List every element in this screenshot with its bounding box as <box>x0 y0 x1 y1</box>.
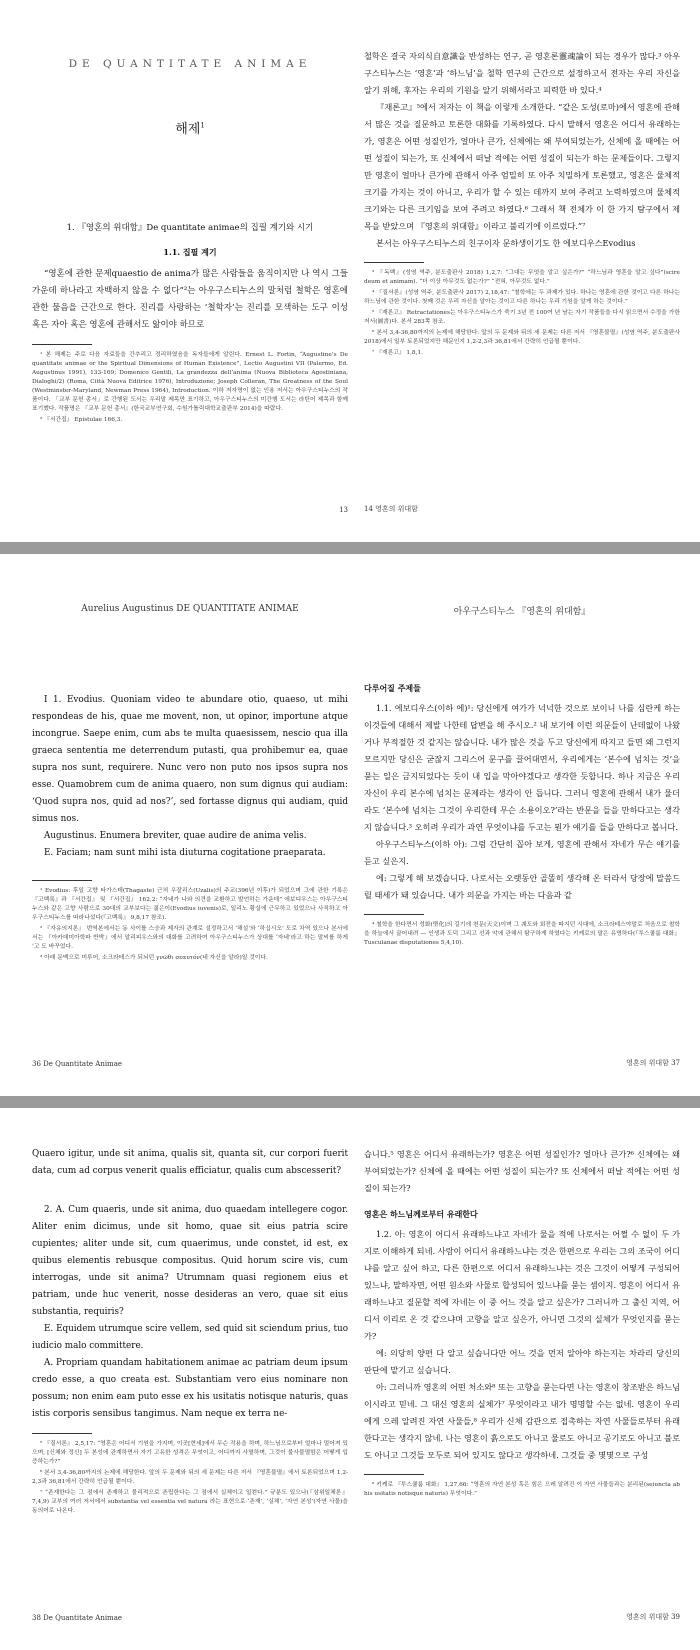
footnote-rule <box>364 262 424 263</box>
running-head: 아우구스티누스 『영혼의 위대함』 <box>453 607 591 617</box>
page-39 <box>364 1108 680 1650</box>
footnote: ⁵ 『질서론』 2,5,17: “영혼은 어디서 기원을 가지며, 이곳[현세]에서 무슨 작용을 하며, 하느님으로부터 얼마나 멀어져 있으며, [신체와 정신] 두 본성에 관계하면서 자기 고유한 성격은 무엇이고, 어디까지 사멸하며, 그것이 불사불멸함은 어떻게 입증하는가?” <box>32 1441 348 1465</box>
korean-paragraph: 습니다.⁵ 영혼은 어디서 유래하는가? 영혼은 어떤 성질인가? 얼마나 큰가?⁶ 신체에는 왜 부여되었는가? 신체에 올 때에는 어떤 성질이 되는가? 또 신체에서 떠날 적에는 어떤 성질이 되는가? <box>364 1149 680 1193</box>
body-paragraph: 본서는 아우구스티누스의 친구이자 문하생이기도 한 에보디우스Evodius <box>376 238 636 248</box>
section-heading: 영혼은 하느님께로부터 유래한다 <box>364 1209 478 1219</box>
footnote-rule <box>32 1433 92 1434</box>
latin-paragraph: I 1. Evodius. Quoniam video te abundare otio, quaeso, ut mihi respondeas de his, quae me movent, non, ut opinor, importune atque incongrue. Saepe enim, cum abs te multa quaesissem, nescio qua illa graeca sententia me deterrendum putasti, qua prohibemur ea, quae supra nos sunt, requirere. Nunc vero non puto nos ipsos supra nos esse. Quamobrem cum de anima quaero, non sum dignus qui audiam: ‘Quod supra nos, quid ad nos?’, sed fortasse dignus qui audiam, quid simus nos. <box>32 695 348 824</box>
page-number: 14 영혼의 위대함 <box>364 505 418 513</box>
footnote-rule <box>364 914 424 915</box>
page-13 <box>32 0 348 542</box>
section-heading: 다루어질 주제들 <box>364 683 421 693</box>
page-header-latin-title: DE QUANTITATE ANIMAE <box>68 58 312 70</box>
footnote: ¹ 본 해제는 주로 다음 자료들을 간추리고 정리하였음을 독자들에게 알린다. Ernest L. Fortin, “Augustine’s De quantitate animae or the Spiritual Dimensions of Human Existence”, Lectio Augustini VII (Palermo, Ed. Augustinus 1991), 133-169; Domenico Gentili, La grandezza dell’anima (Nuova Biblioteca Agostiniana, Dialoghi/2) (Roma, Città Nuova Editrice 1976), Introduzione; Joseph Colleran, The Greatness of the Soul (Westminster-Maryland, Newman Press 1964), Introduction. 이하 저자명이 없는 인용 저서는 아우구스티누스의 작품이다. 「교부 문헌 총서」로 간행된 도서는 우리말 제목만 표기하고, 아우구스티누스의 미간행 도서는 라틴어 제목과 함께 표기했다. 작품명은 『교부 문헌 총서』(한국교부연구회, 수원가톨릭대학교출판부 2014)을 따랐다. <box>32 352 348 412</box>
page-number: 38 De Quantitate Animae <box>32 1614 123 1622</box>
footnote: ⁶ 본서 3,4-36,80까지의 논제에 해당한다. 앞의 두 문제와 뒤의 세 문제는 다른 저서 『영혼불멸』(성염 역주, 분도출판사 2018)에서 일부 토론되었지만 해문인지 1,2-2,3과 36,81에서 간략히 언급될 뿐이다. <box>364 330 680 345</box>
footnote-rule <box>364 1474 424 1475</box>
page-14 <box>364 0 680 542</box>
footnote: ⁵ 『재론고』 Retractationes는 아우구스티누스가 죽기 3년 전 100여 년 남는 자기 작품들을 다시 읽으면서 수정을 가한 저서(圖書)다. 본서 283쪽 참조. <box>364 310 680 325</box>
page-37 <box>364 554 680 1096</box>
footnote-rule <box>32 344 92 345</box>
body-paragraph: 철학은 결국 자의식自意識을 반성하는 연구, 곧 영혼론靈魂論이 되는 경우가 많다.³ 아우구스티누스는 ‘영혼’과 ‘하느님’을 철학 연구의 근간으로 설정하고서 전자는 우리 자신을 알기 위해, 후자는 우리의 기원을 알기 위해서라고 피력한 바 있다.⁴ <box>364 51 680 95</box>
spread-2 <box>0 554 700 1096</box>
footnote: ¹ Evodius: 후일 고향 타가스테(Thagaste) 근처 우잘리스(Uzalis)의 주교(396년 이후)가 되었으며 그에 관한 기록은 『고백록』과 『서간집』 및 『서간집』 162,2: “자네가 나와 의견을 교환하고 발언하는 가운데” 에보디우스는 아우구스티누스와 같은 고향 사람으로 30대의 교부보다는 젊은이(Evodius iuvenis)로, 일리노 황실에 근무하고 있었으나 사직하고 아우구스티누스를 따라나섰다(『고백록』 9,8,17 참조). <box>32 888 348 921</box>
korean-paragraph: 1.1. 에보디우스(이하 에)¹: 당신에게 여가가 넉넉한 것으로 보이니 나를 심란케 하는 이것들에 대해서 제발 나한테 답변을 해 주시오.² 내 보기에 이런 의문들이 난데없이 나왔거나 부적절한 것 같지는 않습니다. 내가 많은 것을 두고 당신에게 따지고 들면 왜 그런지 모르지만 당신은 굳잖지 그리스어 문구를 끌어대면서, 우리에게는 ‘본수에 넘치는 것’을 묻는 일은 금지되었다는 듯이 내 입을 막아야겠다고 생각한 듯합니다. 하나 지금은 우리 자신이 우리 본수에 넘치는 문제라는 생각이 안 듭니다. 그러니 영혼에 관해서 내가 물더라도 ‘본수에 넘치는 그것이 우리한테 무슨 소용이오?’라는 반문을 들을 만하다고는 생각지 않습니다.³ 오히려 우리가 과연 무엇이냐를 두고는 뭔가 얘기를 들을 만하다고 봅니다. <box>364 703 680 832</box>
korean-paragraph: 에: 그렇게 해 보겠습니다. 나로서는 오랫동안 골똘히 생각해 온 터라서 당장에 말씀드릴 태세가 돼 있습니다. 내가 의문을 가지는 바는 다음과 같 <box>364 873 680 900</box>
latin-paragraph: Augustinus. Enumera breviter, quae audire de anima velis. <box>44 831 307 841</box>
body-paragraph: “영혼에 관한 문제quaestio de anima가 많은 사람들을 움직이지만 나 역시 그들 가운데 하나라고 자백하지 않을 수 없다”²는 아우구스티누스의 말처럼 철학은 영혼에 관한 물음을 근간으로 한다. 진리를 사랑하는 ‘철학자’는 진리를 모색하는 도구 이성 혹은 자아 혹은 영혼에 관해서도 앎이야 하므로 <box>32 269 348 330</box>
page-38 <box>32 1108 348 1650</box>
latin-paragraph: Quaero igitur, unde sit anima, qualis sit, quanta sit, cur corpori fuerit data, cum ad corpus venerit qualis efficiatur, qualis cum abscesserit? <box>32 1149 348 1176</box>
footnote: ² 『자유의지론』 번역본에서는 동 사이를 스승과 제자의 관계로 설정하고서 ‘해설’와 ‘하십시오’ 도로 차역 있으나 본서에서는 『아카데미아학파 반박』에서 알리피우스와의 대화를 고려하여 아우구스티누스가 상대를 ‘자네’라고 하는 말씨를 하게 ‘고 도 바꾸었다. <box>32 926 348 950</box>
footnote: ⁸ 키케로 『투스쿨룸 대화』 1,27,66: “영혼의 자연 본성 혹은 힘은 으레 알려진 이 자연 사물들과는 분리된(seiuncta ab his usitatis notisque naturis) 무엇이다.” <box>364 1482 680 1497</box>
footnote: ⁶ 본서 3,4-36,80까지의 논제에 해당한다. 앞의 두 문제와 뒤의 세 문제는 다른 저서 『영혼불멸』에서 토론되었으며 1,2-2,3과 36,81에서 간략히 언급될 뿐이다. <box>32 1470 348 1485</box>
footnote: ⁴ 철학을 한다면서 성화(聖化)의 길기에 천문(天文)이며 그 궤도와 회전을 따지던 시대에, 소크라테스야말로 처음으로 철학을 하늘에서 끌어내려 — 인생과 도덕 그리고 선과 악에 관해서 탐구하게 하였다는 키케로의 말은 유명하다(『투스쿨룸 대화』 Tusculanae disputationes 5,4,10). <box>364 922 680 946</box>
page-36 <box>32 554 348 1096</box>
korean-paragraph: 1.2. 아: 영혼이 어디서 유래하느냐고 자네가 물을 적에 나로서는 어쩔 수 없이 두 가지로 이해하게 되네. 사람이 어디서 유래하느냐는 것은 한편으로 우리는 그의 조국이 어디냐를 알고 싶어 하고, 다른 한편으로 어디서 유래하느냐는 것은 그것이 어떻게 구성되어 있느냐, 말하자면, 어떤 원소와 사물로 합성되어 있느냐를 묻는 셈이지. 영혼이 어디서 유래하느냐고 질문할 적에 자네는 이 중 어느 것을 알고 싶은가? 그러니까 그 출신 지역, 어디서 이리로 온 것 같으냐며 고향을 알고 싶은가, 아니면 그것의 실체가 무엇인지를 묻는가? <box>364 1229 680 1341</box>
latin-paragraph: 2. A. Cum quaeris, unde sit anima, duo quaedam intellegere cogor. Aliter enim dicimus, unde sit homo, quae sit eius patria scire cupientes; aliter unde sit, cum quaerimus, unde constet, id est, ex quibus elementis rebusque compositus. Quid horum scire vis, cum interrogas, unde sit anima? Utrumnam quasi regionem eius et patriam, unde huc venerit, nosse desideras an vero, quae sit eius substantia, requiris? <box>32 1205 348 1317</box>
chapter-title-text: 해제 <box>175 122 201 137</box>
footnote-rule <box>32 880 92 881</box>
spread-3 <box>0 1108 700 1650</box>
page-number: 36 De Quantitate Animae <box>32 1060 123 1068</box>
chapter-title <box>32 118 348 137</box>
korean-paragraph: 아: 그러니까 영혼의 어떤 처소와⁸ 또는 고향을 묻는다면 나는 영혼이 창조받은 하느님이시라고 믿네. 그 대신 영혼의 실체가⁷ 무엇이라고 내가 명명할 수는 없네. 영혼이 우리에게 으레 알려진 자연 사물들,⁸ 우리가 신체 감관으로 접촉하는 자연 사물들로부터 유래한다고는 생각지 않네. 나는 영혼이 흙으로도 아니고 물로도 아니고 공기로도 아니고 불로도 아니고 그것들 모두로 되어 있지도 않다고 생각하네. 그것들 중 몇몇으로 구성 <box>364 1382 680 1460</box>
chapter-title-footnote-mark: 1 <box>200 121 205 130</box>
spread-1 <box>0 0 700 542</box>
body-paragraph: 『재론고』⁵에서 저자는 이 책을 이렇게 소개한다. “같은 도성(로마)에서 영혼에 관해서 많은 것을 질문하고 토론한 대화를 기록하였다. 다시 말해서 영혼은 어디서 유래하는가, 영혼은 어떤 성질인가, 얼마나 큰가, 신체에는 왜 부여되었는가, 신체에 올 때에는 어떤 성질이 되는가, 또 신체에서 떠날 적에는 어떤 성질이 되는가 하는 문제들이다. 그렇지만 영혼이 얼마나 큰가에 관해서 아주 엄밀히 또 아주 치밀하게 토론했고, 영혼은 물체적 크기를 가지는 것이 아니고, 우리가 할 수 있는 데까지 보여 주려고 노력하였으며 물체적 크기와는 다른 크기임을 보여 주려고 하였다.⁶ 그래서 책 전체가 이 한 가지 탐구에서 제목을 받았으며 『영혼의 위대함』이라고 불리기에 이르렀다.”⁷ <box>364 102 680 231</box>
latin-paragraph: A. Propriam quandam habitationem animae ac patriam deum ipsum credo esse, a quo creata est. Substantiam vero eius nominare non possum; non enim eam puto esse ex his usitatis notisque naturis, quas istis corporis sensibus tangimus. Nam neque ex terra ne- <box>32 1358 348 1419</box>
section-heading: 1. 『영혼의 위대함』De quantitate animae의 집필 계기와 시기 <box>66 223 314 233</box>
running-head: Aurelius Augustinus DE QUANTITATE ANIMAE <box>81 604 299 614</box>
korean-paragraph: 아우구스티누스(이하 아): 그럼 간단히 꼽아 보게, 영혼에 관해서 자네가 무슨 얘기를 듣고 싶은지. <box>364 839 680 866</box>
korean-paragraph: 에: 의당히 양편 다 알고 싶습니다만 어느 것을 먼저 알아야 하는지는 차라리 당신의 판단에 맡기고 싶습니다. <box>364 1348 680 1375</box>
footnote: ⁴ 『질서론』(성염 역주, 분도출판사 2017) 2,18,47: “철학에는 두 과제가 있다. 하나는 영혼에 관한 것이고 다른 하나는 하느님에 관한 것이다. 첫째 것은 우리 자신을 알아는 것이고 다른 하나는 우리 기원을 알게 하는 것이다.” <box>364 290 680 305</box>
footnote: ⁷ 『재론고』 1,8,1. <box>372 350 423 356</box>
page-number: 영혼의 위대함 39 <box>626 1613 680 1621</box>
footnote: ⁷ “존재한다는 그 점에서 존재하고 물리적으로 존립한다는 그 점에서 실체이고 일컫다.” 규분도 있으나(『삼위일체론』 7,4,9) 교부의 여러 저서에서 substantia vel essentia vel natura 라는 표현으로 ‘존재’, ‘실체’, ‘자연 본성’(자연 사물)을 동의어로 나온다. <box>32 1490 348 1514</box>
page-number: 13 <box>339 506 348 514</box>
footnote: ² 『서간집』 Epistulae 166,3. <box>40 417 123 423</box>
footnote: ³ 아래 문맥으로 미루어, 소크라테스가 되뇌던 γνῶθι σεαυτόν(네 자신을 알라)일 것이다. <box>40 955 268 961</box>
latin-paragraph: E. Equidem utrumque scire vellem, sed quid sit sciendum prius, tuo iudicio malo committere. <box>32 1324 348 1351</box>
latin-paragraph: E. Faciam; nam sunt mihi ista diuturna cogitatione praeparata. <box>44 848 326 858</box>
page-number: 영혼의 위대함 37 <box>626 1059 680 1067</box>
subsection-heading: 1.1. 집필 계기 <box>163 247 217 257</box>
footnote: ³ 『독백』(성염 역주, 분도출판사 2018) 1,2,7: “그대는 무엇을 알고 싶은가?” “하느님과 영혼을 알고 싶다”(scire deum et animam). “더 이상 아무것도 없는가?” “전혀, 아무것도 없다.” <box>364 270 680 285</box>
